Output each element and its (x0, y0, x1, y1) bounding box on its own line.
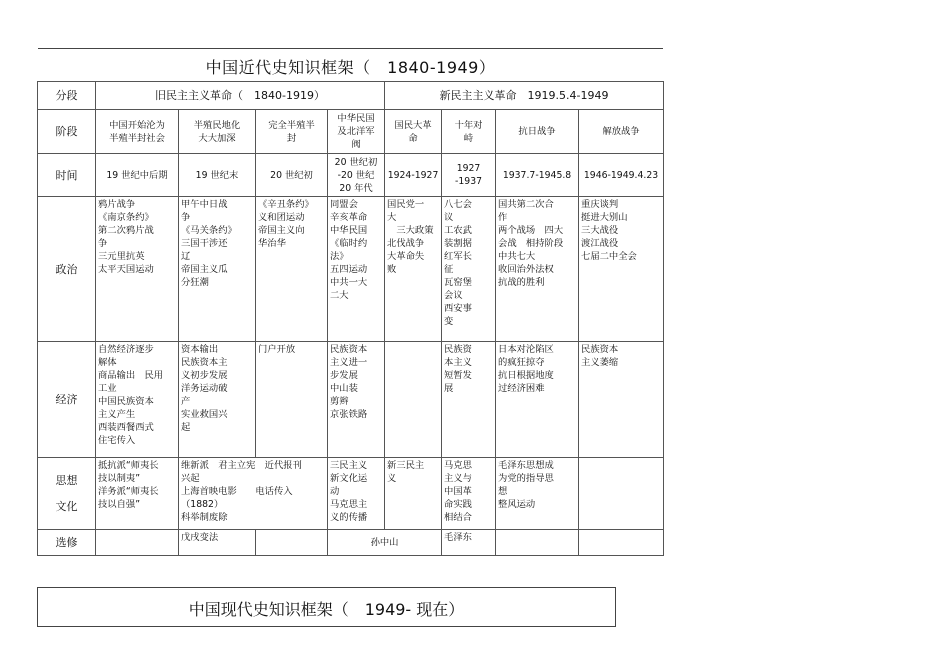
table-row-elective (38, 530, 664, 556)
stage-cell: 国民大革 命 (385, 110, 442, 154)
economy-cell: 民族资本 主义进一 步发展 中山装 剪辫 京张铁路 (328, 342, 385, 458)
row-label-economy: 经济 (38, 342, 96, 458)
elective-cell (256, 530, 328, 556)
row-label-time: 时间 (38, 154, 96, 197)
page-title: 中国近代史知识框架（ 1840-1949） (205, 58, 496, 77)
elective-cell: 孙中山 (328, 530, 442, 556)
elective-cell (96, 530, 179, 556)
row-label-elective: 选修 (38, 530, 96, 556)
time-cell: 19 世纪中后期 (96, 154, 179, 197)
politics-cell: 八七会 议 工农武 装割据 红军长 征 瓦窑堡 会议 西安事 变 (442, 197, 496, 342)
time-cell: 1927 -1937 (442, 154, 496, 197)
politics-cell: 《辛丑条约》 义和团运动 帝国主义向 华治华 (256, 197, 328, 342)
economy-cell: 民族资 本主义 短暂发 展 (442, 342, 496, 458)
row-label-politics: 政治 (38, 197, 96, 342)
time-cell: 1937.7-1945.8 (496, 154, 579, 197)
time-cell: 1924-1927 (385, 154, 442, 197)
table-row-stage (38, 110, 664, 154)
elective-cell: 毛泽东 (442, 530, 496, 556)
stage-cell: 半殖民地化 大大加深 (179, 110, 256, 154)
culture-cell: 新三民主 义 (385, 458, 442, 530)
economy-cell (385, 342, 442, 458)
table-row-time (38, 154, 664, 197)
elective-cell (496, 530, 579, 556)
time-cell: 19 世纪末 (179, 154, 256, 197)
culture-cell: 马克思 主义与 中国革 命实践 相结合 (442, 458, 496, 530)
stage-cell: 抗日战争 (496, 110, 579, 154)
table-row-economy (38, 342, 664, 458)
economy-cell: 资本输出 民族资本主 义初步发展 洋务运动破 产 实业救国兴 起 (179, 342, 256, 458)
culture-cell: 抵抗派“师夷长 技以制夷” 洋务派“师夷长 技以自强” (96, 458, 179, 530)
economy-cell: 自然经济逐步 解体 商品输出 民用 工业 中国民族资本 主义产生 西装西餐西式 住宅传入 (96, 342, 179, 458)
elective-cell (579, 530, 664, 556)
politics-cell: 同盟会 辛亥革命 中华民国 《临时约 法》 五四运动 中共一大 二大 (328, 197, 385, 342)
table-row-segment (38, 82, 664, 110)
stage-cell: 十年对 峙 (442, 110, 496, 154)
row-label-segment: 分段 (38, 82, 96, 110)
stage-cell: 中国开始沦为 半殖半封社会 (96, 110, 179, 154)
politics-cell: 重庆谈判 挺进大别山 三大战役 渡江战役 七届二中全会 (579, 197, 664, 342)
old-democratic-revolution: 旧民主主义革命（ 1840-1919） (96, 82, 385, 110)
culture-cell: 三民主义 新文化运 动 马克思主 义的传播 (328, 458, 385, 530)
politics-cell: 国共第二次合 作 两个战场 四大 会战 相持阶段 中共七大 收回治外法权 抗战的胜利 (496, 197, 579, 342)
table-row-culture (38, 458, 664, 530)
time-cell: 20 世纪初 -20 世纪 20 年代 (328, 154, 385, 197)
row-label-stage: 阶段 (38, 110, 96, 154)
economy-cell: 日本对沦陷区 的疯狂掠夺 抗日根据地度 过经济困难 (496, 342, 579, 458)
modern-history-title-box (37, 587, 616, 627)
time-cell: 20 世纪初 (256, 154, 328, 197)
politics-cell: 国民党一 大 三大政策 北伐战争 大革命失 败 (385, 197, 442, 342)
stage-cell: 中华民国 及北洋军 阀 (328, 110, 385, 154)
stage-cell: 完全半殖半 封 (256, 110, 328, 154)
elective-cell: 戊戌变法 (179, 530, 256, 556)
table-row-politics (38, 197, 664, 342)
culture-cell: 毛泽东思想成 为党的指导思 想 整风运动 (496, 458, 579, 530)
history-framework-table (37, 81, 664, 556)
economy-cell: 民族资本 主义萎缩 (579, 342, 664, 458)
culture-cell: 维新派 君主立宪 近代报刊 兴起 上海首映电影 电话传入 （1882） 科举制废除 (179, 458, 328, 530)
stage-cell: 解放战争 (579, 110, 664, 154)
politics-cell: 甲午中日战 争 《马关条约》 三国干涉还 辽 帝国主义瓜 分狂潮 (179, 197, 256, 342)
time-cell: 1946-1949.4.23 (579, 154, 664, 197)
economy-cell: 门户开放 (256, 342, 328, 458)
politics-cell: 鸦片战争 《南京条约》 第二次鸦片战 争 三元里抗英 太平天国运动 (96, 197, 179, 342)
section-title: 中国现代史知识框架（ 1949- 现在） (188, 600, 465, 619)
culture-cell (579, 458, 664, 530)
top-rule (38, 48, 663, 49)
row-label-culture: 思想 文化 (38, 458, 96, 530)
new-democratic-revolution: 新民主主义革命 1919.5.4-1949 (385, 82, 664, 110)
